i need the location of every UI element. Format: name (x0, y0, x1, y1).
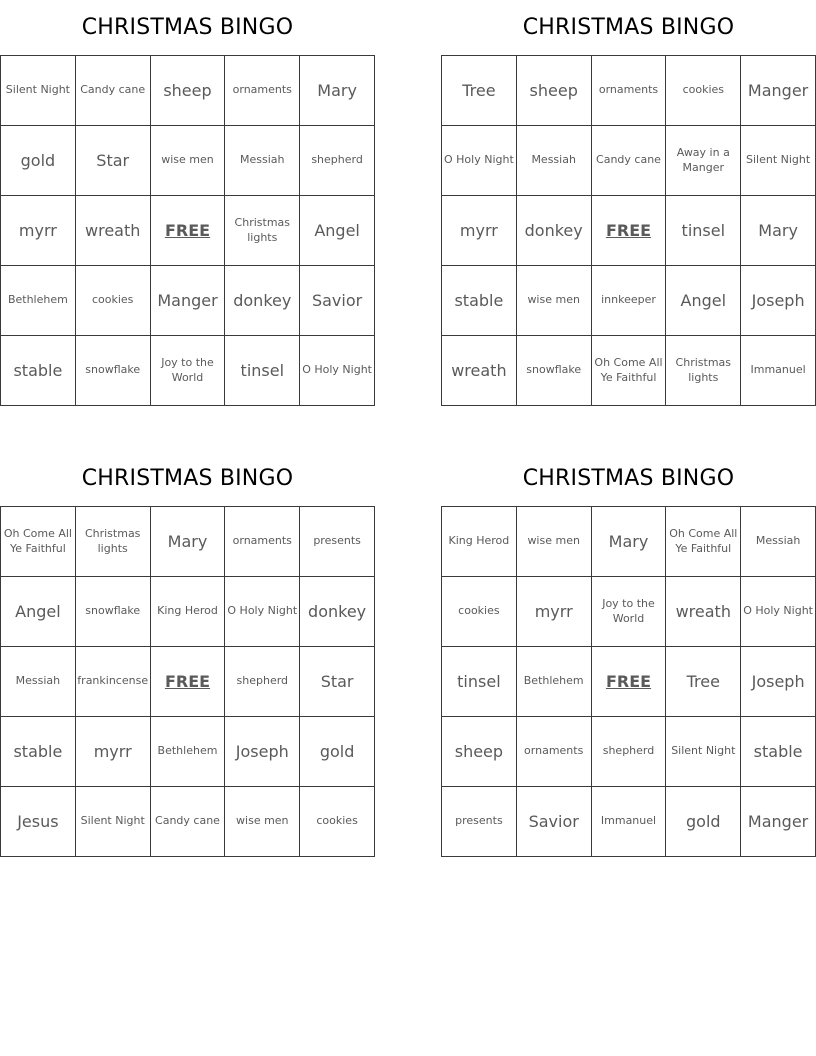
free-space: FREE (592, 647, 667, 717)
bingo-cell: shepherd (225, 647, 300, 717)
bingo-cell: snowflake (76, 336, 151, 406)
bingo-cell: Bethlehem (151, 717, 226, 787)
bingo-cell: Messiah (1, 647, 76, 717)
bingo-cell: Mary (741, 196, 816, 266)
bingo-grid (0, 506, 375, 857)
bingo-cell: Savior (300, 266, 375, 336)
bingo-cell: Christmas lights (225, 196, 300, 266)
bingo-cell: Jesus (1, 787, 76, 857)
bingo-cell: Manger (151, 266, 226, 336)
bingo-cell: Candy cane (592, 126, 667, 196)
bingo-cell: Savior (517, 787, 592, 857)
bingo-cell: Oh Come All Ye Faithful (1, 507, 76, 577)
bingo-cell: gold (666, 787, 741, 857)
bingo-cell: ornaments (225, 56, 300, 126)
card-title: CHRISTMAS BINGO (522, 15, 735, 40)
bingo-cell: stable (741, 717, 816, 787)
bingo-cell: cookies (666, 56, 741, 126)
bingo-cell: Joseph (225, 717, 300, 787)
bingo-cell: gold (300, 717, 375, 787)
bingo-cell: King Herod (151, 577, 226, 647)
bingo-cell: wise men (517, 507, 592, 577)
bingo-cell: snowflake (76, 577, 151, 647)
bingo-cell: Star (76, 126, 151, 196)
bingo-cell: Tree (666, 647, 741, 717)
card-title: CHRISTMAS BINGO (81, 15, 294, 40)
card-title: CHRISTMAS BINGO (81, 466, 294, 491)
bingo-cell: myrr (76, 717, 151, 787)
bingo-cell: Immanuel (592, 787, 667, 857)
bingo-cell: ornaments (592, 56, 667, 126)
bingo-cell: cookies (76, 266, 151, 336)
bingo-cell: wise men (225, 787, 300, 857)
bingo-cell: stable (1, 336, 76, 406)
bingo-cell: Angel (1, 577, 76, 647)
bingo-cell: presents (442, 787, 517, 857)
bingo-cell: myrr (517, 577, 592, 647)
bingo-cell: sheep (517, 56, 592, 126)
bingo-cell: tinsel (442, 647, 517, 717)
bingo-cell: wise men (517, 266, 592, 336)
bingo-grid (0, 55, 375, 406)
bingo-cell: tinsel (225, 336, 300, 406)
bingo-cell: wreath (666, 577, 741, 647)
bingo-cell: Oh Come All Ye Faithful (592, 336, 667, 406)
bingo-cell: Joseph (741, 647, 816, 717)
bingo-cell: innkeeper (592, 266, 667, 336)
bingo-cell: sheep (151, 56, 226, 126)
bingo-cell: Manger (741, 787, 816, 857)
bingo-cell: tinsel (666, 196, 741, 266)
bingo-cell: wreath (76, 196, 151, 266)
bingo-cell: Joy to the World (592, 577, 667, 647)
bingo-cell: Silent Night (76, 787, 151, 857)
bingo-cell: Bethlehem (517, 647, 592, 717)
bingo-cell: presents (300, 507, 375, 577)
bingo-cell: Joy to the World (151, 336, 226, 406)
bingo-cell: shepherd (300, 126, 375, 196)
bingo-cell: Messiah (225, 126, 300, 196)
bingo-cell: Joseph (741, 266, 816, 336)
bingo-cell: stable (1, 717, 76, 787)
bingo-cell: frankincense (76, 647, 151, 717)
bingo-cell: cookies (442, 577, 517, 647)
bingo-cell: cookies (300, 787, 375, 857)
bingo-cell: Christmas lights (76, 507, 151, 577)
bingo-cell: King Herod (442, 507, 517, 577)
bingo-card-4 (441, 451, 816, 857)
bingo-grid (441, 506, 816, 857)
bingo-cell: Messiah (741, 507, 816, 577)
bingo-cell: Bethlehem (1, 266, 76, 336)
bingo-card-3 (0, 451, 375, 857)
bingo-cell: Oh Come All Ye Faithful (666, 507, 741, 577)
bingo-grid (441, 55, 816, 406)
bingo-cell: donkey (300, 577, 375, 647)
bingo-cell: wise men (151, 126, 226, 196)
bingo-cell: Star (300, 647, 375, 717)
bingo-cell: Christmas lights (666, 336, 741, 406)
bingo-cell: Immanuel (741, 336, 816, 406)
card-title: CHRISTMAS BINGO (522, 466, 735, 491)
bingo-cell: ornaments (225, 507, 300, 577)
bingo-cell: ornaments (517, 717, 592, 787)
bingo-cell: Silent Night (741, 126, 816, 196)
bingo-cell: sheep (442, 717, 517, 787)
bingo-card-1 (0, 0, 375, 406)
bingo-cell: donkey (225, 266, 300, 336)
free-space: FREE (151, 647, 226, 717)
bingo-cell: O Holy Night (741, 577, 816, 647)
bingo-cell: Candy cane (151, 787, 226, 857)
bingo-cell: myrr (1, 196, 76, 266)
bingo-cell: O Holy Night (225, 577, 300, 647)
bingo-cell: snowflake (517, 336, 592, 406)
bingo-cell: Angel (300, 196, 375, 266)
bingo-cell: Manger (741, 56, 816, 126)
bingo-cell: myrr (442, 196, 517, 266)
bingo-cell: Candy cane (76, 56, 151, 126)
free-space: FREE (592, 196, 667, 266)
bingo-cell: Away in a Manger (666, 126, 741, 196)
bingo-cell: stable (442, 266, 517, 336)
bingo-cell: Silent Night (666, 717, 741, 787)
bingo-cell: Tree (442, 56, 517, 126)
bingo-cell: Silent Night (1, 56, 76, 126)
bingo-cell: wreath (442, 336, 517, 406)
bingo-card-2 (441, 0, 816, 406)
bingo-cell: Mary (151, 507, 226, 577)
bingo-cell: O Holy Night (300, 336, 375, 406)
bingo-cell: donkey (517, 196, 592, 266)
bingo-cell: gold (1, 126, 76, 196)
bingo-cell: Angel (666, 266, 741, 336)
bingo-cell: Mary (300, 56, 375, 126)
bingo-cell: Mary (592, 507, 667, 577)
bingo-cell: Messiah (517, 126, 592, 196)
free-space: FREE (151, 196, 226, 266)
bingo-cell: O Holy Night (442, 126, 517, 196)
bingo-cell: shepherd (592, 717, 667, 787)
